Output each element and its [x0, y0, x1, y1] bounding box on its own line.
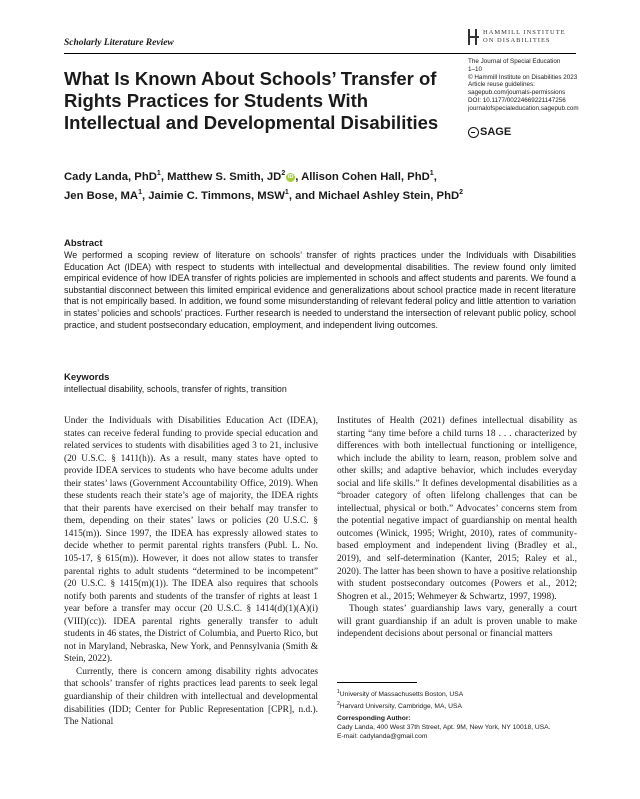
body-column-left — [64, 415, 318, 729]
body-paragraph: Though states’ guardianship laws vary, generally a court will grant guardianship if an adult is proven unable to make independent decisions about personal or financial matters — [337, 604, 577, 640]
abstract-heading: Abstract — [64, 238, 103, 249]
body-paragraph: Institutes of Health (2021) defines intellectual disability as starting “any time before a child turns 18 . . . characterized by differences with both intellectual functioning or intelligence, which include the ability to learn, reason, problem solve and other skills; and adaptive behavior, which includes everyday social and life skills.” It defines developmental disabilities as a “broader category of often lifelong challenges that can be intellectual, physical or both.” Advocates’ concerns stem from the potential negative impact of guardianship on mental health outcomes (Winick, 1995; Wright, 2010), rates of community-based employment and independent living (Bradley et al., 2019), and self-determination (Kanter, 2015; Raley et al., 2020). The latter has been shown to have a positive relationship with student postsecondary outcomes (Powers et al., 2012; Shogren et al., 2015; Wehmeyer & Schwartz, 1997, 1998). — [337, 416, 577, 602]
affiliation-sup: 1 — [337, 689, 340, 695]
body-paragraph: Under the Individuals with Disabilities Education Act (IDEA), states can receive federal funding to provide special education and related services to students with disabilities aged 3 to 21, inclusive (20 U.S.C. § 1411(h)). As a result, many states have opted to provide IDEA services to students who have become adults under their states’ laws (Government Accountability Office, 2019). When these students reach their state’s age of majority, the IDEA rights that their parents have exercised on their behalf may transfer to them, depending on their states’ laws or policies (20 U.S.C. § 1415(m)). Since 1997, the IDEA has expressly allowed states to decide whether to permit parental rights transfers (Publ. L. No. 105-17, § 615(m)). However, it does not allow states to transfer parental rights to adult students “determined to be incompetent” (20 U.S.C. § 1415(m)(1)). The IDEA also requires that schools notify both parents and students of the transfer of rights at least 1 year before a transfer may occur (20 U.S.C. § 1414(d)(1)(A)(i)(VIII)(cc)). IDEA parental rights generally transfer to adult students in 46 states, the District of Columbia, and Puerto Rico, but not in Maryland, Nebraska, New York, and Pennsylvania (Smith & Stein, 2022). — [64, 416, 318, 665]
footnote-rule — [337, 682, 417, 683]
author-name: Cady Landa, PhD — [64, 170, 157, 183]
copyright: © Hammill Institute on Disabilities 2023 — [468, 73, 578, 81]
body-column-right — [337, 415, 577, 641]
author-separator: , — [433, 170, 437, 183]
keywords-text: intellectual disability, schools, transfer of rights, transition — [64, 384, 287, 394]
page-range: 1–10 — [468, 65, 483, 73]
author-list — [64, 166, 584, 204]
body-paragraph: Currently, there is concern among disability rights advocates that schools’ transfer of rights practices lead parents to seek legal guardianship of their children with intellectual and developmental disabilities (IDD; Center for Public Representation [CPR], n.d.). The National — [64, 666, 318, 728]
footnotes — [337, 688, 577, 742]
corresponding-author-address: Cady Landa, 400 West 37th Street, Apt. 9M, New York, NY 10018, USA. — [337, 724, 551, 732]
publisher-name — [483, 29, 566, 45]
journal-url[interactable]: journalofspecialeducation.sagepub.com — [468, 104, 579, 112]
keywords-heading: Keywords — [64, 372, 110, 383]
affiliation-text: University of Massachusetts Boston, USA — [339, 691, 464, 699]
author-affil-sup: 1 — [284, 188, 289, 196]
author-name: Allison Cohen Hall, PhD — [301, 170, 430, 183]
affiliation-sup: 2 — [337, 701, 340, 708]
author-affil-sup: 1 — [156, 170, 161, 177]
sage-logo — [468, 126, 511, 138]
author-separator: , — [160, 170, 168, 183]
orcid-icon[interactable]: iD — [288, 173, 294, 180]
article-title: What Is Known About Schools’ Transfer of Rights Practices for Students With Intellectual and Developmental Disabilities — [64, 68, 439, 133]
hammill-mark-icon — [468, 29, 479, 45]
corresponding-author-heading: Corresponding Author: — [337, 715, 411, 723]
affiliation-1 — [337, 688, 577, 700]
author-name: Michael Ashley Stein, PhD — [318, 189, 460, 202]
author-name: Matthew S. Smith, JD — [167, 170, 282, 183]
journal-name: The Journal of Special Education — [468, 58, 561, 65]
reuse-label: Article reuse guidelines: — [468, 81, 535, 89]
author-separator: , — [295, 170, 302, 183]
author-name: Jaimie C. Timmons, MSW — [148, 189, 285, 202]
affiliation-2 — [337, 700, 577, 712]
author-separator: , — [141, 189, 149, 202]
author-affil-sup: 2 — [459, 188, 464, 196]
corresponding-author-email[interactable]: E-mail: cadylanda@gmail.com — [337, 733, 428, 741]
publisher-logo — [468, 29, 566, 45]
author-name: Jen Bose, MA — [64, 189, 139, 202]
permissions-link[interactable]: sagepub.com/journals-permissions — [468, 89, 566, 97]
section-label: Scholarly Literature Review — [64, 38, 174, 48]
header-rule — [64, 53, 576, 54]
affiliation-text: Harvard University, Cambridge, MA, USA — [339, 703, 462, 711]
journal-meta — [468, 58, 578, 113]
author-affil-sup: 2 — [281, 170, 286, 177]
publisher-name-line2: ON DISABILITIES — [483, 37, 551, 44]
sage-s-icon — [468, 127, 479, 138]
author-affil-sup: 1 — [138, 188, 142, 196]
author-affil-sup: 1 — [429, 170, 434, 177]
abstract-text: We performed a scoping review of literature on schools’ transfer of rights practices under the Individuals with Disabilities Education Act (IDEA) with respect to students with intellectual and developmental disabilities. The review found only limited empirical evidence of how IDEA transfer of rights policies are implemented in schools and affect students and parents. We found a substantial disconnect between this limited empirical evidence and generalizations about school practice made in recent literature that is not empirically based. In addition, we found some misunderstanding of relevant federal policy and little attention to variation in states’ policies and schools’ practices. Further research is needed to understand the intersection of relevant public policy, school practice, and student postsecondary education, employment, and independent living outcomes. — [64, 250, 576, 330]
author-separator: , and — [288, 189, 319, 202]
publisher-name-line1: HAMMILL INSTITUTE — [483, 29, 566, 36]
sage-wordmark: SAGE — [480, 126, 512, 138]
doi[interactable]: DOI: 10.1177/00224669221147256 — [468, 96, 566, 104]
